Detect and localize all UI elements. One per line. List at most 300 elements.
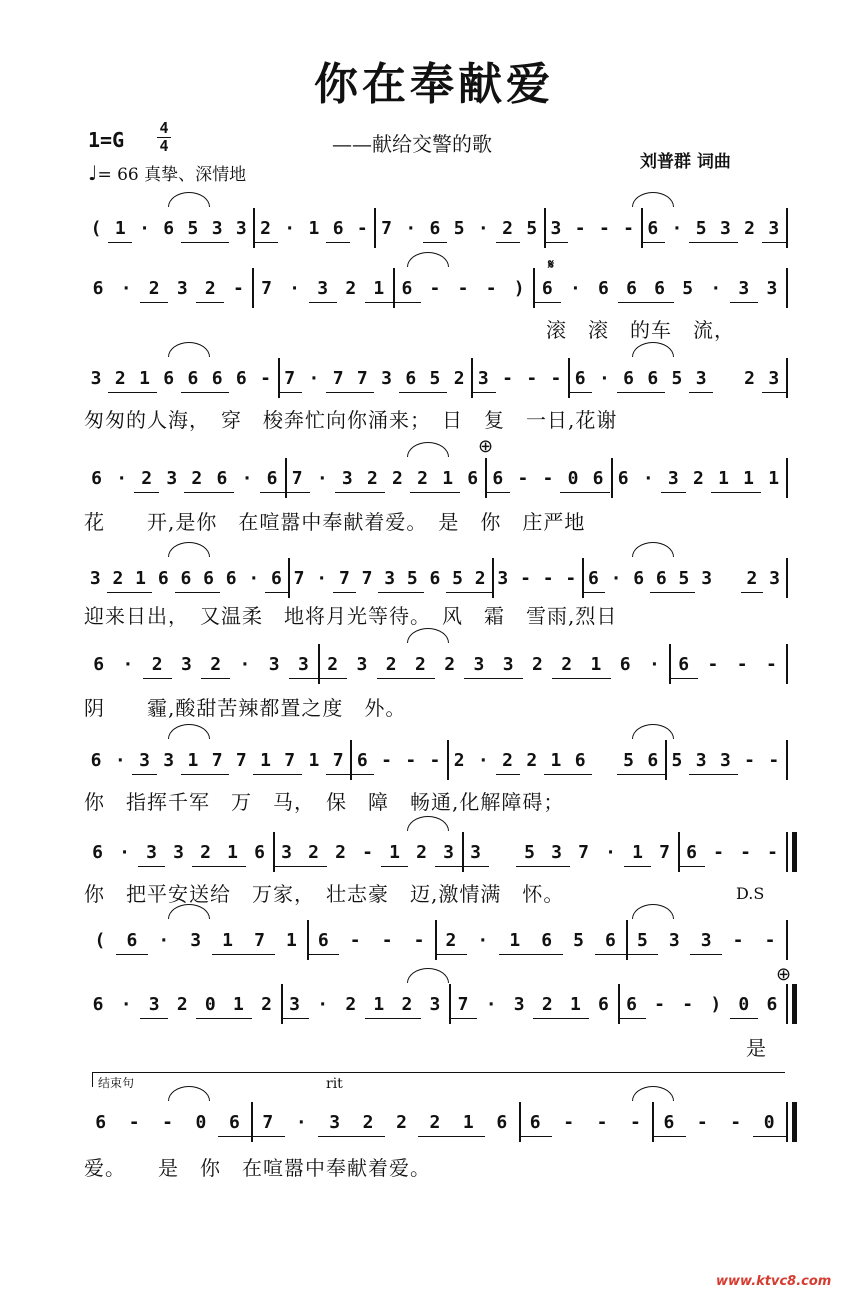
- note: 3: [497, 568, 509, 589]
- extension-dash: -: [732, 930, 744, 951]
- extension-dash: -: [736, 654, 748, 675]
- duration-underline: [650, 592, 673, 593]
- song-title: 你在奉献爱: [314, 59, 554, 110]
- duration-underline: [652, 1136, 685, 1137]
- extension-dash: -: [429, 278, 441, 299]
- note: 3: [473, 654, 485, 675]
- notation-row: [84, 836, 786, 870]
- extension-dash: -: [654, 994, 666, 1015]
- notation-row: [84, 562, 786, 596]
- note: 1: [590, 654, 602, 675]
- note: 3: [667, 468, 679, 489]
- duration-underline: [318, 678, 347, 679]
- duration-underline: [753, 1136, 786, 1137]
- duration-underline: [736, 492, 761, 493]
- note: 7: [659, 842, 670, 863]
- notation-row: [84, 648, 786, 682]
- note: 5: [453, 218, 465, 239]
- lyrics-text: 花 开,是你 在喧嚣中奉献着爱。 是 你 庄严地: [84, 510, 586, 534]
- duration-underline: [585, 492, 610, 493]
- duration-underline: [326, 392, 350, 393]
- duration-underline: [552, 678, 581, 679]
- slur-arc: [168, 724, 210, 739]
- note: 2: [453, 750, 465, 771]
- bar-line-end: [786, 920, 788, 960]
- notation-row: [84, 212, 786, 246]
- note: 2: [392, 468, 403, 489]
- duration-underline: [265, 592, 288, 593]
- note: 0: [738, 994, 750, 1015]
- slur-arc: [168, 192, 210, 207]
- note: (: [90, 218, 102, 239]
- dot-mark: ·: [477, 218, 489, 239]
- note: 1: [743, 468, 754, 489]
- bar-line-end: [786, 1102, 788, 1142]
- note: 7: [284, 750, 296, 771]
- note: 2: [327, 654, 339, 675]
- duration-underline: [209, 492, 234, 493]
- extension-dash: -: [767, 842, 778, 863]
- time-signature: [152, 120, 176, 155]
- dot-mark: ·: [477, 750, 489, 771]
- notation-row: [84, 988, 786, 1022]
- bar-line-end: [786, 558, 788, 598]
- dot-mark: ·: [239, 654, 251, 675]
- note: ): [710, 994, 722, 1015]
- note: 1: [389, 842, 400, 863]
- duration-underline: [219, 866, 246, 867]
- note: 5: [187, 218, 199, 239]
- duration-underline: [399, 392, 423, 393]
- lyrics-text: 是: [746, 1036, 767, 1060]
- notation-row: [84, 1106, 786, 1140]
- note: 2: [414, 654, 426, 675]
- duration-underline: [251, 1136, 284, 1137]
- note: 2: [417, 468, 428, 489]
- note: [489, 836, 516, 870]
- lyrics-row: [84, 692, 786, 726]
- note: 2: [204, 278, 216, 299]
- duration-underline: [278, 774, 302, 775]
- note: 3: [429, 994, 441, 1015]
- note: 2: [474, 568, 486, 589]
- note: 6: [228, 1112, 240, 1133]
- lyrics-text: 滚 滚 的车 流，: [546, 318, 735, 342]
- note: 6: [157, 568, 169, 589]
- duration-underline: [494, 678, 523, 679]
- note: 3: [513, 994, 525, 1015]
- duration-underline: [140, 1018, 168, 1019]
- duration-underline: [132, 774, 156, 775]
- duration-underline: [471, 392, 495, 393]
- note: 0: [204, 994, 216, 1015]
- note: 6: [235, 368, 247, 389]
- note: 2: [429, 1112, 441, 1133]
- note: 7: [338, 568, 350, 589]
- dot-mark: ·: [316, 468, 328, 489]
- lyrics-text: 爱。 是 你 在喧嚣中奉献着爱。: [84, 1156, 431, 1180]
- duration-underline: [107, 592, 130, 593]
- duration-underline: [285, 492, 310, 493]
- extension-dash: -: [517, 468, 529, 489]
- duration-underline: [533, 302, 561, 303]
- note: 1: [462, 1112, 474, 1133]
- dot-mark: ·: [139, 218, 150, 239]
- note: 6: [91, 468, 102, 489]
- note: 5: [526, 218, 538, 239]
- note: 7: [235, 750, 247, 771]
- note: 2: [114, 368, 126, 389]
- extension-dash: -: [381, 930, 393, 951]
- dot-mark: ·: [605, 842, 616, 863]
- note: 6: [93, 654, 105, 675]
- duration-underline: [678, 866, 705, 867]
- duration-underline: [360, 492, 385, 493]
- note: 2: [744, 218, 755, 239]
- note: 6: [598, 278, 609, 299]
- note: 6: [271, 568, 282, 589]
- note: 6: [654, 278, 666, 299]
- duration-underline: [300, 866, 327, 867]
- note: 6: [187, 368, 199, 389]
- extension-dash: -: [563, 1112, 575, 1133]
- note: 6: [429, 568, 441, 589]
- bar-line: [288, 558, 290, 598]
- note: 3: [89, 568, 101, 589]
- note: [592, 744, 616, 778]
- duration-underline: [617, 774, 641, 775]
- duration-underline: [401, 592, 424, 593]
- duration-underline: [449, 1018, 477, 1019]
- duration-underline: [278, 392, 302, 393]
- duration-underline: [365, 302, 393, 303]
- dot-mark: ·: [671, 218, 683, 239]
- dot-mark: ·: [289, 278, 300, 299]
- note-sequence: [84, 988, 786, 1022]
- duration-underline: [462, 866, 489, 867]
- note: 3: [341, 468, 353, 489]
- note: 2: [261, 994, 272, 1015]
- note: 6: [180, 568, 192, 589]
- duration-underline: [582, 592, 605, 593]
- note: 3: [166, 468, 178, 489]
- note: 7: [361, 568, 373, 589]
- note: 6: [254, 842, 265, 863]
- dot-mark: ·: [122, 654, 134, 675]
- dot-mark: ·: [316, 568, 328, 589]
- duration-underline: [617, 392, 641, 393]
- note: 2: [416, 842, 427, 863]
- note: 3: [719, 218, 731, 239]
- lyrics-text: 你 把平安送给 万家， 壮志豪 迈,激情满 怀。: [84, 882, 565, 906]
- note: 3: [719, 750, 731, 771]
- duration-underline: [244, 954, 276, 955]
- segno-icon: 𝄋: [548, 257, 555, 273]
- duration-underline: [544, 774, 568, 775]
- note: 2: [396, 1112, 407, 1133]
- note: 6: [592, 468, 604, 489]
- notation-row: [84, 462, 786, 496]
- lyrics-row: [84, 404, 786, 438]
- duration-underline: [469, 592, 492, 593]
- dot-mark: ·: [598, 368, 610, 389]
- note: 1: [550, 750, 562, 771]
- time-signature-top: 4: [159, 119, 169, 137]
- note: 2: [345, 278, 357, 299]
- duration-underline: [673, 592, 696, 593]
- note: 1: [569, 994, 581, 1015]
- note: 5: [678, 568, 690, 589]
- extension-dash: -: [713, 842, 724, 863]
- note: 3: [356, 654, 368, 675]
- extension-dash: -: [429, 750, 441, 771]
- duration-underline: [253, 774, 277, 775]
- note: 3: [550, 218, 562, 239]
- duration-underline: [464, 678, 493, 679]
- note: 1: [442, 468, 454, 489]
- note: 3: [297, 654, 309, 675]
- note: 1: [768, 468, 780, 489]
- note: 3: [551, 842, 562, 863]
- note-sequence: [84, 462, 786, 496]
- note: 0: [567, 468, 579, 489]
- note: (: [94, 930, 106, 951]
- duration-underline: [711, 492, 736, 493]
- note: 2: [502, 218, 513, 239]
- note: 3: [268, 654, 280, 675]
- note: 1: [285, 930, 297, 951]
- note: 1: [373, 278, 385, 299]
- note: 6: [317, 930, 329, 951]
- extension-dash: -: [630, 1112, 641, 1133]
- note: 6: [92, 842, 103, 863]
- note: 6: [163, 368, 175, 389]
- extension-dash: -: [349, 930, 361, 951]
- duration-underline: [646, 302, 674, 303]
- dot-mark: ·: [710, 278, 722, 299]
- slur-arc: [632, 1086, 674, 1101]
- note: 7: [291, 468, 303, 489]
- note: 2: [502, 750, 513, 771]
- duration-underline: [689, 774, 713, 775]
- note: 7: [356, 368, 368, 389]
- duration-underline: [669, 678, 698, 679]
- duration-underline: [423, 242, 447, 243]
- duration-underline: [713, 242, 737, 243]
- extension-dash: -: [768, 750, 780, 771]
- duration-underline: [595, 954, 627, 955]
- extension-dash: -: [730, 1112, 742, 1133]
- note: 2: [744, 368, 755, 389]
- duration-underline: [116, 954, 148, 955]
- duration-underline: [568, 774, 592, 775]
- note: 6: [429, 218, 441, 239]
- note: 6: [492, 468, 504, 489]
- note: 2: [526, 750, 538, 771]
- note: 3: [180, 654, 192, 675]
- note: 3: [470, 842, 481, 863]
- duration-underline: [273, 866, 300, 867]
- note-sequence: [84, 272, 786, 306]
- duration-underline: [326, 774, 350, 775]
- note: 6: [678, 654, 690, 675]
- duration-underline: [435, 492, 460, 493]
- extension-dash: -: [260, 368, 271, 389]
- duration-underline: [205, 242, 229, 243]
- duration-underline: [108, 242, 132, 243]
- note: 3: [700, 930, 712, 951]
- dot-mark: ·: [295, 1112, 307, 1133]
- extension-dash: -: [502, 368, 513, 389]
- lyrics-text: 匆匆的人海， 穿 梭奔忙向你涌来； 日 复 一日,花谢: [84, 408, 618, 432]
- note: ): [513, 278, 525, 299]
- time-signature-bottom: 4: [159, 137, 169, 155]
- note: 6: [647, 218, 659, 239]
- ending-label: 结束句: [98, 1076, 135, 1090]
- note: 7: [261, 278, 272, 299]
- note: 6: [663, 1112, 675, 1133]
- bar-line-end: [786, 268, 788, 308]
- note: 6: [574, 750, 586, 771]
- dot-mark: ·: [114, 750, 126, 771]
- extension-dash: -: [596, 1112, 608, 1133]
- note-sequence: [84, 212, 786, 246]
- duration-underline: [452, 1136, 485, 1137]
- duration-underline: [618, 302, 646, 303]
- duration-underline: [435, 866, 462, 867]
- duration-underline: [641, 392, 665, 393]
- lyrics-text: 阴 霾,酸甜苦辣都置之度 外。: [84, 696, 407, 720]
- notation-row: [84, 272, 786, 306]
- note-sequence: [84, 1106, 786, 1140]
- duration-underline: [350, 392, 374, 393]
- note: 6: [655, 568, 667, 589]
- note: 3: [384, 568, 396, 589]
- duration-underline: [485, 492, 510, 493]
- duration-underline: [499, 954, 531, 955]
- extension-dash: -: [485, 278, 497, 299]
- note: 6: [467, 468, 479, 489]
- note: 6: [95, 1112, 107, 1133]
- note: 1: [308, 218, 320, 239]
- duration-underline: [689, 392, 713, 393]
- note: 6: [647, 750, 659, 771]
- duration-underline: [260, 492, 285, 493]
- note: 3: [769, 568, 780, 589]
- note: 6: [211, 368, 223, 389]
- note: 3: [176, 278, 188, 299]
- note: 3: [477, 368, 489, 389]
- note: 6: [647, 368, 659, 389]
- duration-underline: [543, 866, 570, 867]
- extension-dash: -: [362, 842, 373, 863]
- note-sequence: [84, 648, 786, 682]
- duration-underline: [730, 302, 758, 303]
- note: 6: [405, 368, 417, 389]
- notation-row: [84, 744, 786, 778]
- duration-underline: [406, 678, 435, 679]
- note: 1: [135, 568, 147, 589]
- dot-mark: ·: [648, 654, 660, 675]
- duration-underline: [741, 592, 764, 593]
- extension-dash: -: [413, 930, 425, 951]
- note: 6: [623, 368, 634, 389]
- duration-underline: [351, 1136, 384, 1137]
- duration-underline: [134, 492, 159, 493]
- duration-underline: [196, 302, 224, 303]
- note: 6: [686, 842, 697, 863]
- note: 6: [766, 994, 778, 1015]
- duration-underline: [377, 678, 406, 679]
- note: 6: [90, 750, 102, 771]
- ending-bracket: [92, 1072, 785, 1087]
- note: 3: [190, 930, 202, 951]
- note: 6: [496, 1112, 508, 1133]
- duration-underline: [410, 492, 435, 493]
- extension-dash: -: [405, 750, 417, 771]
- note: 3: [768, 368, 780, 389]
- extension-dash: -: [764, 930, 776, 951]
- duration-underline: [333, 592, 356, 593]
- duration-underline: [181, 392, 205, 393]
- note: [713, 362, 737, 396]
- duration-underline: [423, 392, 447, 393]
- slur-arc: [168, 542, 210, 557]
- dot-mark: ·: [120, 278, 132, 299]
- duration-underline: [560, 492, 585, 493]
- dot-mark: ·: [248, 568, 260, 589]
- note: 7: [254, 930, 265, 951]
- dal-segno-mark: D.S: [736, 884, 765, 903]
- note: 6: [266, 468, 278, 489]
- note-sequence: [84, 562, 786, 596]
- lyrics-row: [84, 786, 786, 820]
- bar-line: [492, 558, 494, 598]
- note: 2: [692, 468, 704, 489]
- lyrics-text: 你 指挥千军 万 马， 保 障 畅通,化解障碍；: [84, 790, 565, 814]
- extension-dash: -: [598, 218, 610, 239]
- duration-underline: [205, 774, 229, 775]
- extension-dash: -: [765, 654, 777, 675]
- key-signature: 1=G: [88, 128, 125, 152]
- duration-underline: [713, 774, 737, 775]
- duration-underline: [197, 592, 220, 593]
- duration-underline: [641, 242, 665, 243]
- tempo-marking: [88, 160, 246, 185]
- duration-underline: [184, 492, 209, 493]
- note: 3: [90, 368, 102, 389]
- notation-row: [84, 362, 786, 396]
- dot-mark: ·: [241, 468, 253, 489]
- note: 5: [623, 750, 634, 771]
- note: 6: [163, 218, 175, 239]
- note: 6: [203, 568, 214, 589]
- bar-line: [611, 458, 613, 498]
- note: 2: [561, 654, 573, 675]
- bar-line-end: [786, 832, 788, 872]
- note: 6: [225, 568, 237, 589]
- duration-underline: [108, 392, 132, 393]
- dot-mark: ·: [120, 994, 132, 1015]
- note: 1: [139, 368, 150, 389]
- composer-credit: 刘普群 词曲: [640, 152, 731, 172]
- note: 3: [668, 930, 680, 951]
- duration-underline: [224, 1018, 252, 1019]
- notation-row: [84, 924, 786, 958]
- duration-underline: [212, 954, 244, 955]
- note: 5: [429, 368, 441, 389]
- note: 6: [401, 278, 413, 299]
